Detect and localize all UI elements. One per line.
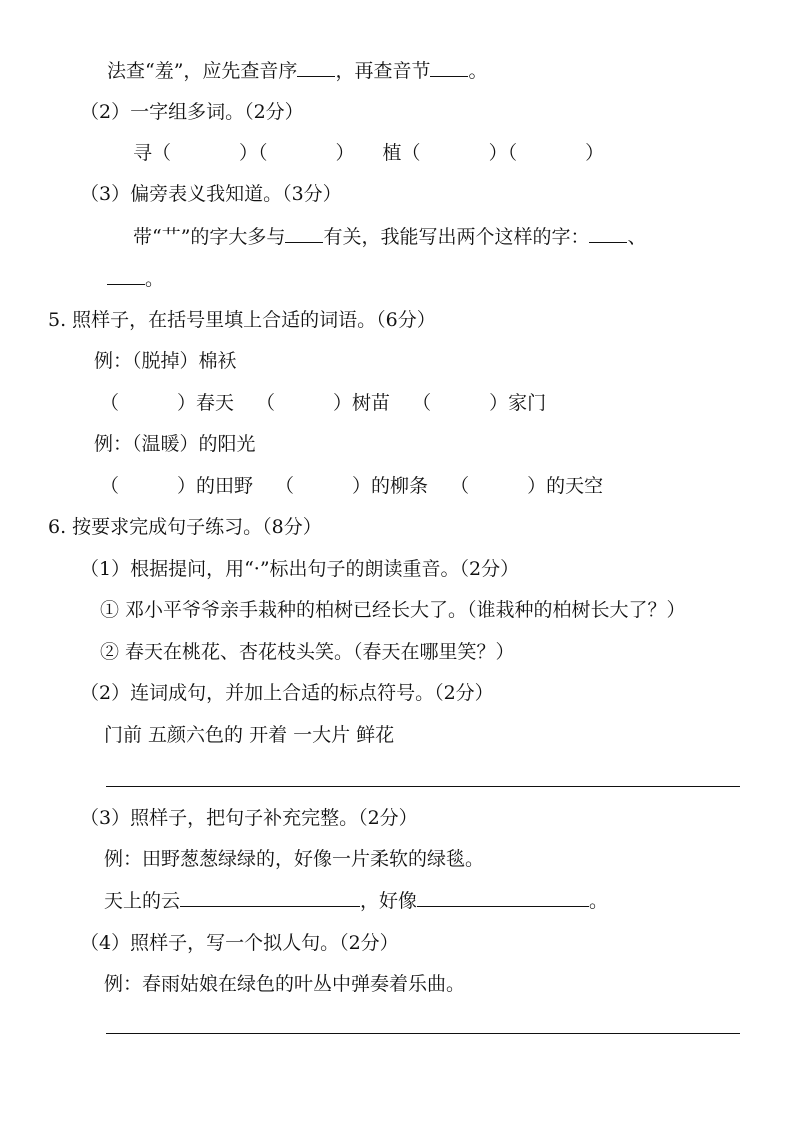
- q6-1-sentence-a[interactable]: [100, 597, 686, 623]
- q5-example-1-text: 例：（脱掉）棉袄: [94, 350, 237, 372]
- pinyin-lookup-text-c: 。: [468, 60, 488, 82]
- radical-line: [133, 224, 646, 250]
- paren-mid-1: ）（: [239, 142, 268, 164]
- q6-2-answer-line[interactable]: [106, 786, 740, 787]
- q5-r2-close-1: ）的田野: [177, 475, 254, 497]
- q6-4-answer-line[interactable]: [106, 1033, 740, 1034]
- q6-3-heading: [80, 805, 418, 831]
- paren-close-1: ）: [335, 142, 355, 164]
- q5-r1-close-3: ）家门: [489, 392, 547, 414]
- radical-text-c: 、: [627, 226, 647, 248]
- q5-r1-close-1: ）春天: [177, 392, 235, 414]
- radical-meaning-blank[interactable]: [285, 224, 323, 243]
- q5-row-1: [100, 390, 546, 416]
- q4-3-heading: [80, 181, 342, 207]
- q6-3-example: [104, 846, 484, 872]
- q4-3-heading-text: （3）偏旁表义我知道。（3分）: [80, 183, 342, 205]
- q6-4-heading: [80, 930, 399, 956]
- q6-2-words-text: 门前 五颜六色的 开着 一大片 鲜花: [104, 724, 395, 746]
- word-group-line: [133, 140, 604, 166]
- q6-3-text-b: ，好像: [360, 890, 418, 912]
- pinyin-lookup-line: [107, 58, 487, 84]
- q6-heading-text: 6. 按要求完成句子练习。（8分）: [48, 516, 322, 538]
- haoxiang-blank[interactable]: [417, 888, 589, 907]
- q5-heading: [48, 307, 436, 333]
- paren-mid-2: ）（: [488, 142, 518, 164]
- q6-4-example-text: 例：春雨姑娘在绿色的叶丛中弹奏着乐曲。: [104, 973, 466, 995]
- q6-2-words: [104, 722, 394, 748]
- q6-3-heading-text: （3）照样子，把句子补充完整。（2分）: [80, 807, 418, 829]
- q6-2-heading: [80, 680, 494, 706]
- q5-row-2: [100, 473, 603, 499]
- q5-r1-open-3: （: [412, 392, 432, 414]
- radical-text-a: 带“艹”的字大多与: [133, 226, 286, 248]
- pinyin-lookup-text-a: 法查“羞”，应先查音序: [107, 60, 298, 82]
- q5-r2-close-3: ）的天空: [527, 475, 604, 497]
- q6-1-sentence-a-text: ① 邓小平爷爷亲手栽种的柏树已经长大了。（谁栽种的柏树长大了？）: [100, 599, 686, 621]
- yinxu-blank[interactable]: [297, 58, 335, 77]
- q5-example-2: [94, 431, 256, 457]
- q5-r2-open-2: （: [275, 475, 295, 497]
- radical-char-blank-1[interactable]: [589, 224, 627, 243]
- q6-4-heading-text: （4）照样子，写一个拟人句。（2分）: [80, 932, 399, 954]
- q5-r1-open-2: （: [256, 392, 276, 414]
- pinyin-lookup-text-b: ，再查音节: [335, 60, 431, 82]
- q5-heading-text: 5. 照样子，在括号里填上合适的词语。（6分）: [48, 309, 436, 331]
- q6-3-text-c: 。: [589, 890, 609, 912]
- q6-1-sentence-b-text: ② 春天在桃花、杏花枝头笑。（春天在哪里笑？）: [100, 641, 515, 663]
- q5-r2-close-2: ）的柳条: [352, 475, 429, 497]
- word-zhi: 植（: [382, 142, 421, 164]
- q4-2-heading-text: （2）一字组多词。（2分）: [80, 101, 304, 123]
- radical-char-blank-2[interactable]: [107, 266, 145, 285]
- q4-2-heading: [80, 99, 304, 125]
- radical-line-end: [107, 266, 164, 292]
- q5-r2-open-3: （: [450, 475, 470, 497]
- cloud-blank[interactable]: [180, 888, 360, 907]
- paren-close-2: ）: [585, 142, 605, 164]
- word-xun: 寻（: [133, 142, 172, 164]
- q6-2-heading-text: （2）连词成句，并加上合适的标点符号。（2分）: [80, 682, 494, 704]
- q6-3-text-a: 天上的云: [104, 890, 181, 912]
- q6-3-example-text: 例：田野葱葱绿绿的，好像一片柔软的绿毯。: [104, 848, 485, 870]
- q6-1-heading: [80, 556, 519, 582]
- q5-r1-open-1: （: [100, 392, 120, 414]
- q6-4-example: [104, 971, 465, 997]
- q5-r2-open-1: （: [100, 475, 120, 497]
- q6-1-heading-text: （1）根据提问，用“·”标出句子的朗读重音。（2分）: [80, 558, 520, 580]
- q6-3-fill-line: [104, 888, 608, 914]
- radical-text-b: 有关，我能写出两个这样的字：: [323, 226, 590, 248]
- q5-example-2-text: 例：（温暖）的阳光: [94, 433, 256, 455]
- radical-end-period: 。: [145, 268, 165, 290]
- q5-r1-close-2: ）树苗: [333, 392, 391, 414]
- q6-1-sentence-b[interactable]: [100, 639, 515, 665]
- q5-example-1: [94, 348, 237, 374]
- yinjie-blank[interactable]: [430, 58, 468, 77]
- q6-heading: [48, 514, 322, 540]
